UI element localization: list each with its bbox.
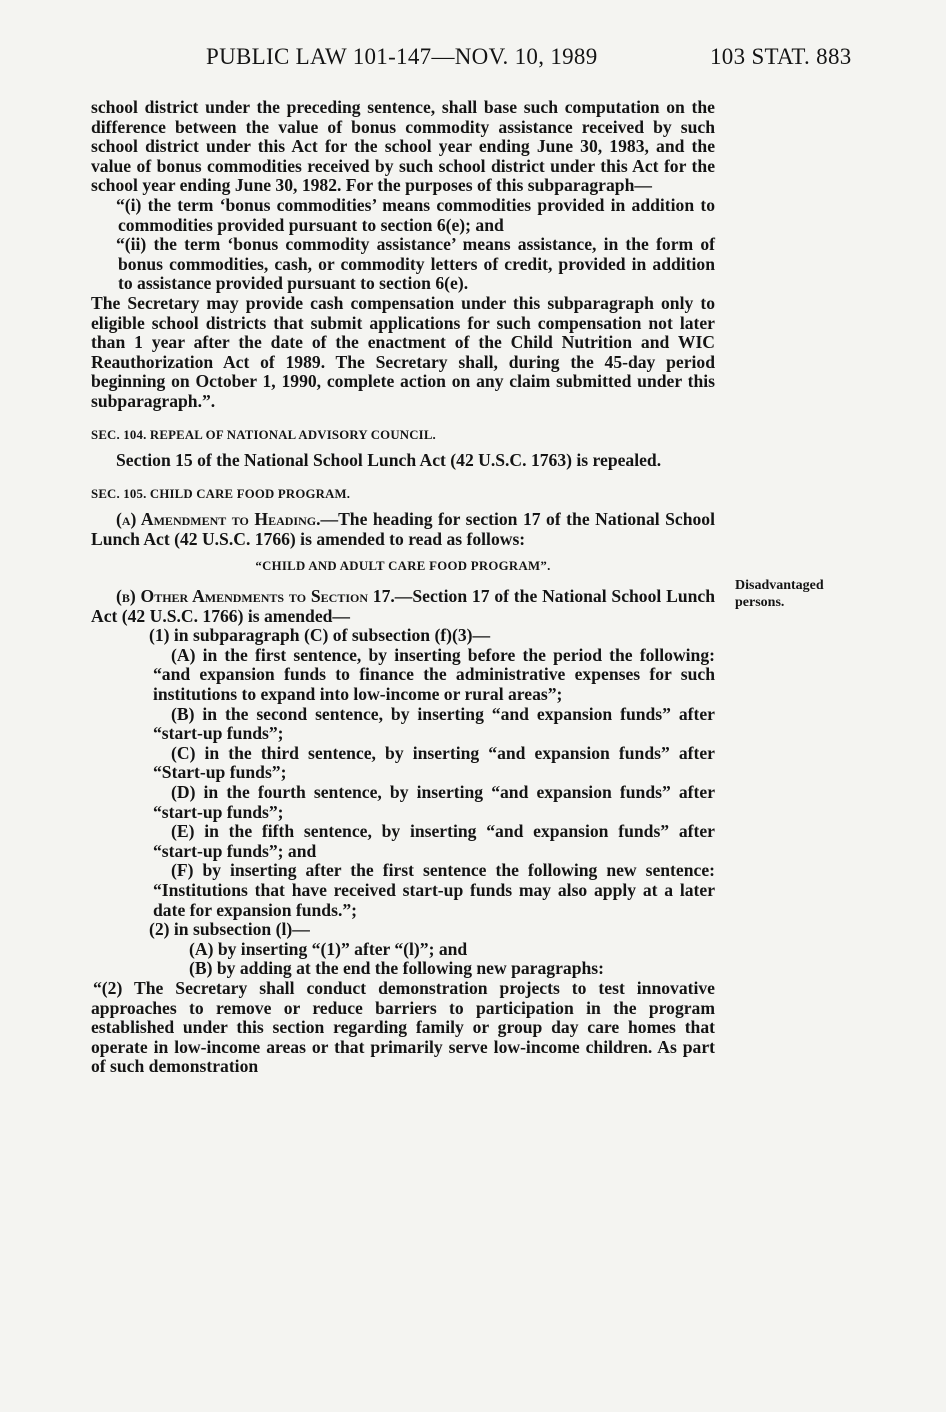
margin-note-line-1: Disadvantaged xyxy=(735,578,824,593)
item-2-B: (B) by adding at the end the following new paragraphs: xyxy=(189,958,604,979)
item-1-F: (F) by inserting after the first sentence the following new sentence: “Institutions that have received start-up funds may also apply at a later date for expansion funds.”; xyxy=(153,860,715,920)
subsection-b xyxy=(91,587,715,626)
item-2-A: (A) by inserting “(1)” after “(l)”; and xyxy=(189,938,468,959)
definition-i: “(i) the term ‘bonus commodities’ means commodities provided in addition to commodities provided pursuant to section 6(e); and xyxy=(116,194,715,235)
item-1-A: (A) in the first sentence, by inserting before the period the following: “and expansion funds to finance the administrative expenses for such institutions to expand into low-income or rural areas”; xyxy=(153,644,715,705)
definition-ii: “(ii) the term ‘bonus commodity assistance’ means assistance, in the form of bonus commodities, cash, or commodity letters of credit, provided in addition to assistance provided pursuant to section 6(e). xyxy=(116,234,715,294)
margin-note xyxy=(735,577,824,611)
item-1-C: (C) in the third sentence, by inserting “and expansion funds” after “Start-up funds”; xyxy=(153,742,715,783)
document-body xyxy=(91,98,715,1077)
section-104-text: Section 15 of the National School Lunch Act (42 U.S.C. 1763) is repealed. xyxy=(116,450,662,471)
subsection-b-text: —Section 17 of the National School Lunch Act (42 U.S.C. 1766) is amended— xyxy=(91,586,715,626)
subsection-b-label: (b) Other Amendments to Section 17. xyxy=(116,586,395,607)
margin-note-line-2: persons. xyxy=(735,595,785,610)
cash-compensation-paragraph: The Secretary may provide cash compensation under this subparagraph only to eligible school districts that submit applications for such compensation not later than 1 year after the date of the enactment of the Child Nutrition and WIC Reauthorization Act of 1989. The Secretary shall, during the 45-day period beginning on October 1, 1990, complete action on any claim submitted under this subparagraph.”. xyxy=(91,292,715,411)
item-2: (2) in subsection (l)— xyxy=(149,919,310,940)
continuation-paragraph: school district under the preceding sentence, shall base such computation on the difference between the value of bonus commodity assistance received by such school district under this Act for the school year ending June 30, 1983, and the value of bonus commodities received by such school district under this Act for the school year ending June 30, 1982. For the purposes of this subparagraph— xyxy=(91,97,715,196)
public-law-title: PUBLIC LAW 101-147—NOV. 10, 1989 xyxy=(206,44,598,69)
page-header xyxy=(0,44,946,84)
item-1-D: (D) in the fourth sentence, by inserting “and expansion funds” after “start-up funds”; xyxy=(153,782,715,822)
new-section-heading: “CHILD AND ADULT CARE FOOD PROGRAM”. xyxy=(255,559,551,574)
item-1-B: (B) in the second sentence, by inserting “and expansion funds” after “start-up funds”; xyxy=(153,703,715,744)
section-104-heading: SEC. 104. REPEAL OF NATIONAL ADVISORY COUNCIL. xyxy=(91,427,436,442)
section-105-heading: SEC. 105. CHILD CARE FOOD PROGRAM. xyxy=(91,486,351,501)
item-1: (1) in subparagraph (C) of subsection (f)(3)— xyxy=(149,625,491,646)
item-1-E: (E) in the fifth sentence, by inserting “and expansion funds” after “start-up funds”; and xyxy=(153,821,715,861)
subsection-a-label: (a) Amendment to Heading. xyxy=(116,509,321,530)
demonstration-paragraph: “(2) The Secretary shall conduct demonstration projects to test innovative approaches to remove or reduce barriers to participation in the program established under this section regarding family or group day care homes that operate in low-income areas or that primarily serve low-income children. As part of such demonstration xyxy=(91,977,715,1077)
stat-page-number: 103 STAT. 883 xyxy=(710,44,852,69)
subsection-a xyxy=(91,510,715,549)
subsection-a-text: —The heading for section 17 of the National School Lunch Act (42 U.S.C. 1766) is amended to read as follows: xyxy=(91,509,715,549)
